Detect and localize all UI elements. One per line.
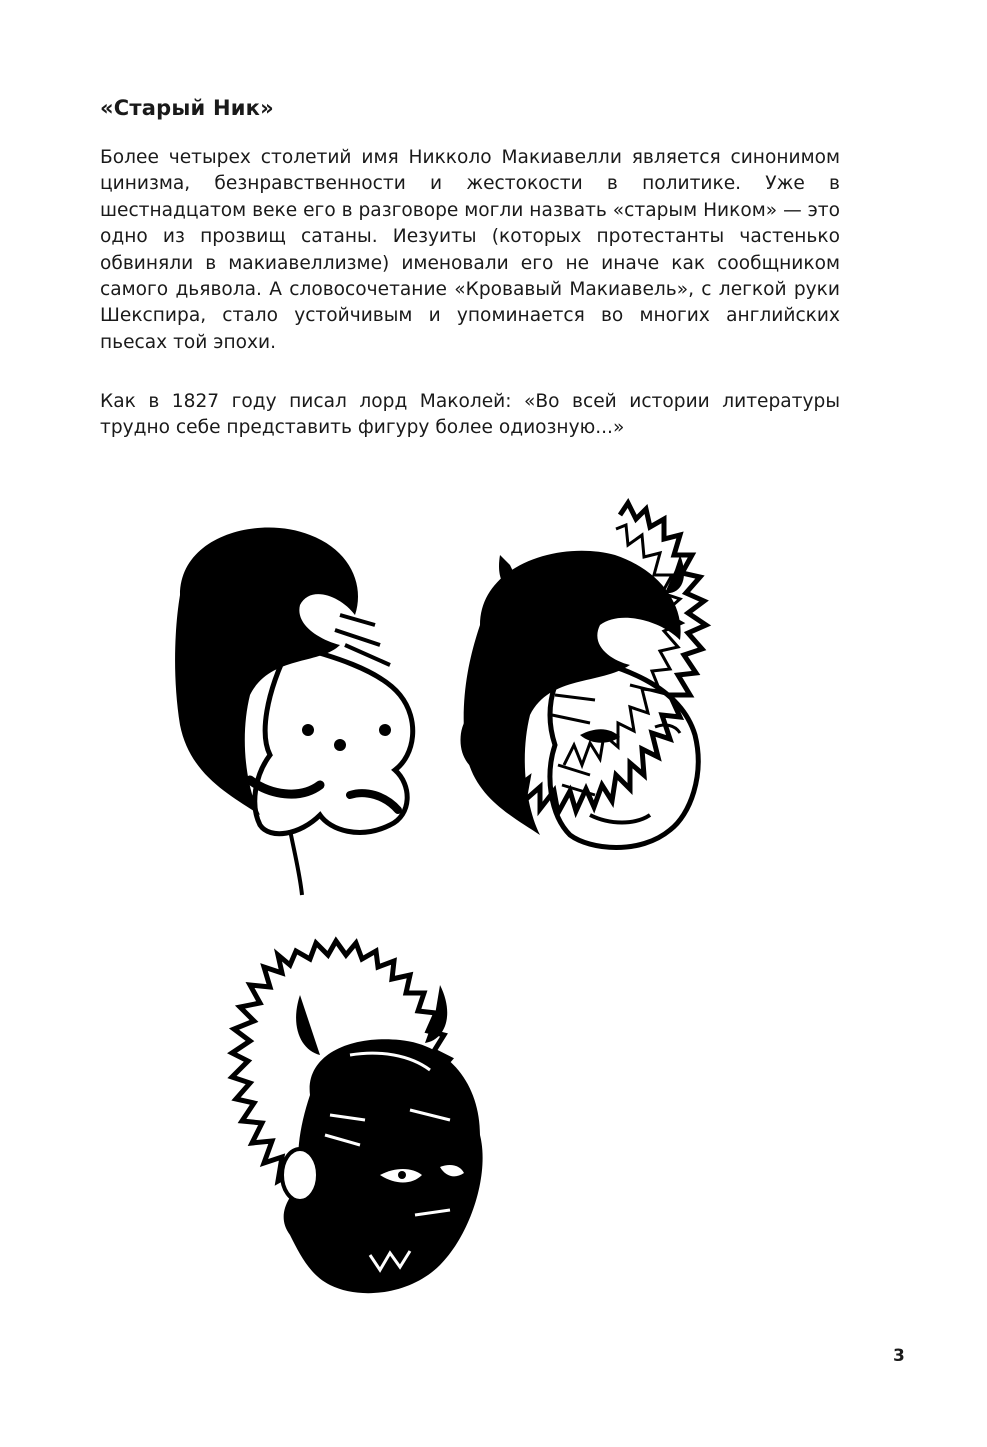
section-heading: «Старый Ник»: [100, 96, 274, 120]
head-bottom-icon: [282, 985, 483, 1293]
page-number: 3: [893, 1346, 905, 1366]
three-heads-illustration: [150, 495, 790, 1425]
paragraph-1: Более четырех столетий имя Никколо Макиавелли является синонимом цинизма, безнравственности и жестокости в политике. Уже в шестнадцатом веке его в разговоре могли назвать «старым Ником» — это одно из прозвищ сатаны. Иезуиты (которых протестанты частенько обвиняли в макиавеллизме) именовали его не иначе как сообщником самого дьявола. А словосочетание «Кровавый Макиавель», с легкой руки Шекспира, стало устойчивым и упоминается во многих английских пьесах той эпохи.: [100, 147, 840, 353]
paragraph-2: Как в 1827 году писал лорд Маколей: «Во всей истории литературы трудно себе представить фигуру более одиозную...»: [100, 391, 840, 439]
head-left-icon: [175, 528, 413, 896]
